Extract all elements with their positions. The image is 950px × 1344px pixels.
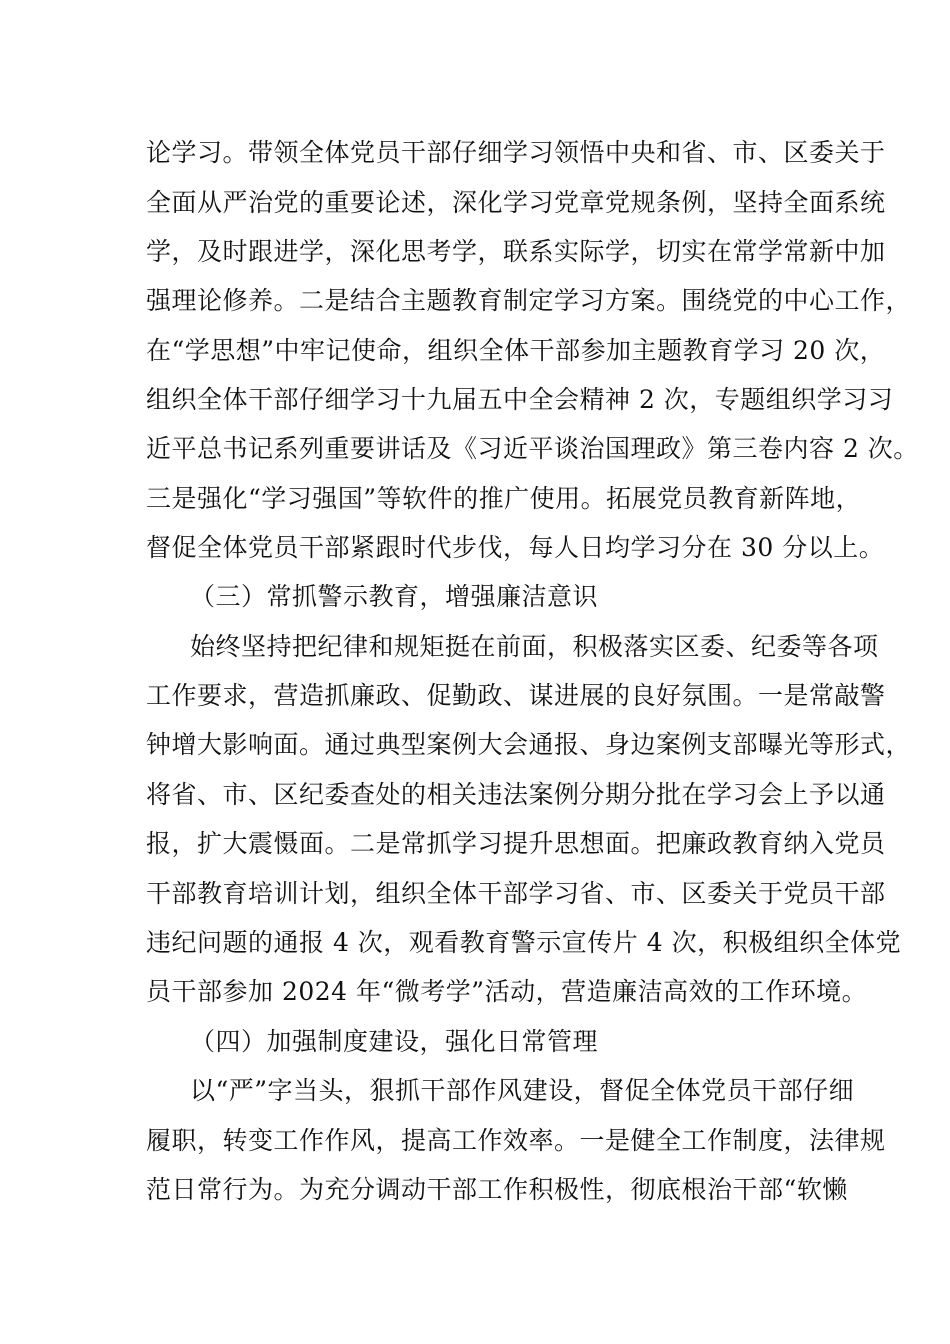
paragraph-line: 近平总书记系列重要讲话及《习近平谈治国理政》第三卷内容 2 次。 [146,434,919,463]
paragraph-line: 报，扩大震慑面。二是常抓学习提升思想面。把廉政教育纳入党员 [146,829,886,858]
section-heading: （三）常抓警示教育，增强廉洁意识 [190,582,599,611]
paragraph-line: 督促全体党员干部紧跟时代步伐，每人日均学习分在 30 分以上。 [146,533,885,562]
paragraph-line: 始终坚持把纪律和规矩挺在前面，积极落实区委、纪委等各项 [190,632,879,661]
paragraph-line: 钟增大影响面。通过典型案例大会通报、身边案例支部曝光等形式， [146,730,912,759]
paragraph-line: 员干部参加 2024 年“微考学”活动，营造廉洁高效的工作环境。 [146,977,868,1006]
paragraph-line: 以“严”字当头，狠抓干部作风建设，督促全体党员干部仔细 [190,1076,855,1105]
paragraph-line: 三是强化“学习强国”等软件的推广使用。拓展党员教育新阵地， [146,484,862,513]
section-heading: （四）加强制度建设，强化日常管理 [190,1027,599,1056]
paragraph-line: 强理论修养。二是结合主题教育制定学习方案。围绕党的中心工作， [146,286,912,315]
paragraph-line: 干部教育培训计划，组织全体干部学习省、市、区委关于党员干部 [146,879,886,908]
paragraph-line: 范日常行为。为充分调动干部工作积极性，彻底根治干部“软懒 [146,1175,848,1204]
paragraph-line: 论学习。带领全体党员干部仔细学习领悟中央和省、市、区委关于 [146,138,886,167]
paragraph-line: 组织全体干部仔细学习十九届五中全会精神 2 次，专题组织学习习 [146,385,894,414]
paragraph-line: 违纪问题的通报 4 次，观看教育警示宣传片 4 次，积极组织全体党 [146,928,902,957]
paragraph-line: 学，及时跟进学，深化思考学，联系实际学，切实在常学常新中加 [146,237,886,266]
paragraph-line: 在“学思想”中牢记使命，组织全体干部参加主题教育学习 20 次， [146,336,886,365]
paragraph-line: 工作要求，营造抓廉政、促勤政、谋进展的良好氛围。一是常敲警 [146,681,886,710]
paragraph-line: 将省、市、区纪委查处的相关违法案例分期分批在学习会上予以通 [146,780,886,809]
paragraph-line: 履职，转变工作作风，提高工作效率。一是健全工作制度，法律规 [146,1126,886,1155]
paragraph-line: 全面从严治党的重要论述，深化学习党章党规条例，坚持全面系统 [146,188,886,217]
